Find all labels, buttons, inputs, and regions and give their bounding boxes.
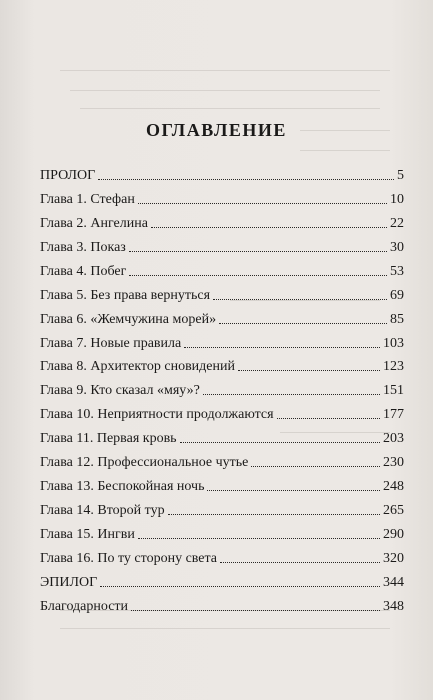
dot-leader xyxy=(238,370,380,371)
toc-entry xyxy=(40,471,404,495)
dot-leader xyxy=(100,586,380,587)
dot-leader xyxy=(184,347,380,348)
toc-entry xyxy=(40,591,404,615)
toc-entry-label: Глава 3. Показ xyxy=(40,239,126,255)
toc-entry-label: Глава 14. Второй тур xyxy=(40,503,165,519)
toc-entry-page: 5 xyxy=(397,167,404,183)
toc-entry xyxy=(40,232,404,256)
toc-entry-page: 22 xyxy=(390,215,404,231)
toc-entry-label: Глава 12. Профессиональное чутье xyxy=(40,455,249,471)
bleed-through-line xyxy=(60,70,390,71)
toc-entry-page: 320 xyxy=(383,550,404,566)
dot-leader xyxy=(277,418,380,419)
toc-entry xyxy=(40,447,404,471)
toc-entry-label: Глава 16. По ту сторону света xyxy=(40,550,218,566)
toc-entry xyxy=(40,519,404,543)
toc-entry-label: Благодарности xyxy=(40,598,129,614)
toc-entry xyxy=(40,328,404,352)
toc-entry-label: Глава 11. Первая кровь xyxy=(40,431,177,447)
dot-leader xyxy=(219,323,387,324)
bleed-through-line xyxy=(80,108,380,109)
toc-list xyxy=(40,160,404,615)
toc-entry-page: 85 xyxy=(390,311,404,327)
toc-entry xyxy=(40,280,404,304)
dot-leader xyxy=(203,394,380,395)
dot-leader xyxy=(151,227,387,228)
toc-title: ОГЛАВЛЕНИЕ xyxy=(146,120,287,140)
toc-entry-page: 265 xyxy=(383,503,404,519)
toc-entry-label: ЭПИЛОГ xyxy=(40,574,98,590)
dot-leader xyxy=(251,466,380,467)
toc-entry-page: 248 xyxy=(383,479,404,495)
toc-entry-label: Глава 6. «Жемчужина морей» xyxy=(40,311,217,327)
toc-entry-label: Глава 7. Новые правила xyxy=(40,335,182,351)
dot-leader xyxy=(131,610,380,611)
dot-leader xyxy=(129,251,387,252)
toc-entry-page: 230 xyxy=(383,455,404,471)
toc-entry-label: Глава 8. Архитектор сновидений xyxy=(40,359,235,375)
toc-entry-page: 203 xyxy=(383,431,404,447)
dot-leader xyxy=(213,299,387,300)
dot-leader xyxy=(98,179,394,180)
toc-entry xyxy=(40,256,404,280)
toc-entry xyxy=(40,160,404,184)
toc-entry xyxy=(40,375,404,399)
toc-entry-label: Глава 10. Неприятности продолжаются xyxy=(40,407,274,423)
toc-entry-page: 151 xyxy=(383,383,404,399)
toc-entry xyxy=(40,208,404,232)
toc-entry-label: Глава 2. Ангелина xyxy=(40,215,148,231)
toc-entry-label: Глава 9. Кто сказал «мяу»? xyxy=(40,383,200,399)
toc-entry xyxy=(40,399,404,423)
toc-entry-page: 53 xyxy=(390,263,404,279)
dot-leader xyxy=(207,490,380,491)
toc-entry xyxy=(40,495,404,519)
toc-entry-label: Глава 4. Побег xyxy=(40,263,127,279)
toc-entry xyxy=(40,304,404,328)
dot-leader xyxy=(138,538,380,539)
toc-entry-page: 177 xyxy=(383,407,404,423)
toc-entry-label: Глава 5. Без права вернуться xyxy=(40,287,211,303)
toc-entry-label: Глава 1. Стефан xyxy=(40,191,135,207)
toc-entry-page: 103 xyxy=(383,335,404,351)
dot-leader xyxy=(138,203,387,204)
dot-leader xyxy=(129,275,387,276)
toc-entry-page: 344 xyxy=(383,574,404,590)
bleed-through-line xyxy=(300,150,390,151)
toc-entry-label: Глава 13. Беспокойная ночь xyxy=(40,479,205,495)
toc-entry-label: Глава 15. Ингви xyxy=(40,527,135,542)
toc-entry-page: 10 xyxy=(390,191,404,207)
toc-entry-page: 290 xyxy=(383,527,404,542)
toc-entry xyxy=(40,423,404,447)
toc-entry-label: ПРОЛОГ xyxy=(40,167,96,183)
toc-entry xyxy=(40,352,404,376)
bleed-through-line xyxy=(70,90,380,91)
toc-entry xyxy=(40,543,404,567)
toc-entry-page: 123 xyxy=(383,359,404,375)
toc-entry-page: 69 xyxy=(390,287,404,303)
toc-entry-page: 348 xyxy=(383,598,404,614)
toc-entry-page: 30 xyxy=(390,239,404,255)
bleed-through-line xyxy=(60,628,390,629)
dot-leader xyxy=(220,562,380,563)
dot-leader xyxy=(180,442,380,443)
dot-leader xyxy=(168,514,380,515)
toc-entry xyxy=(40,184,404,208)
toc-entry xyxy=(40,567,404,591)
